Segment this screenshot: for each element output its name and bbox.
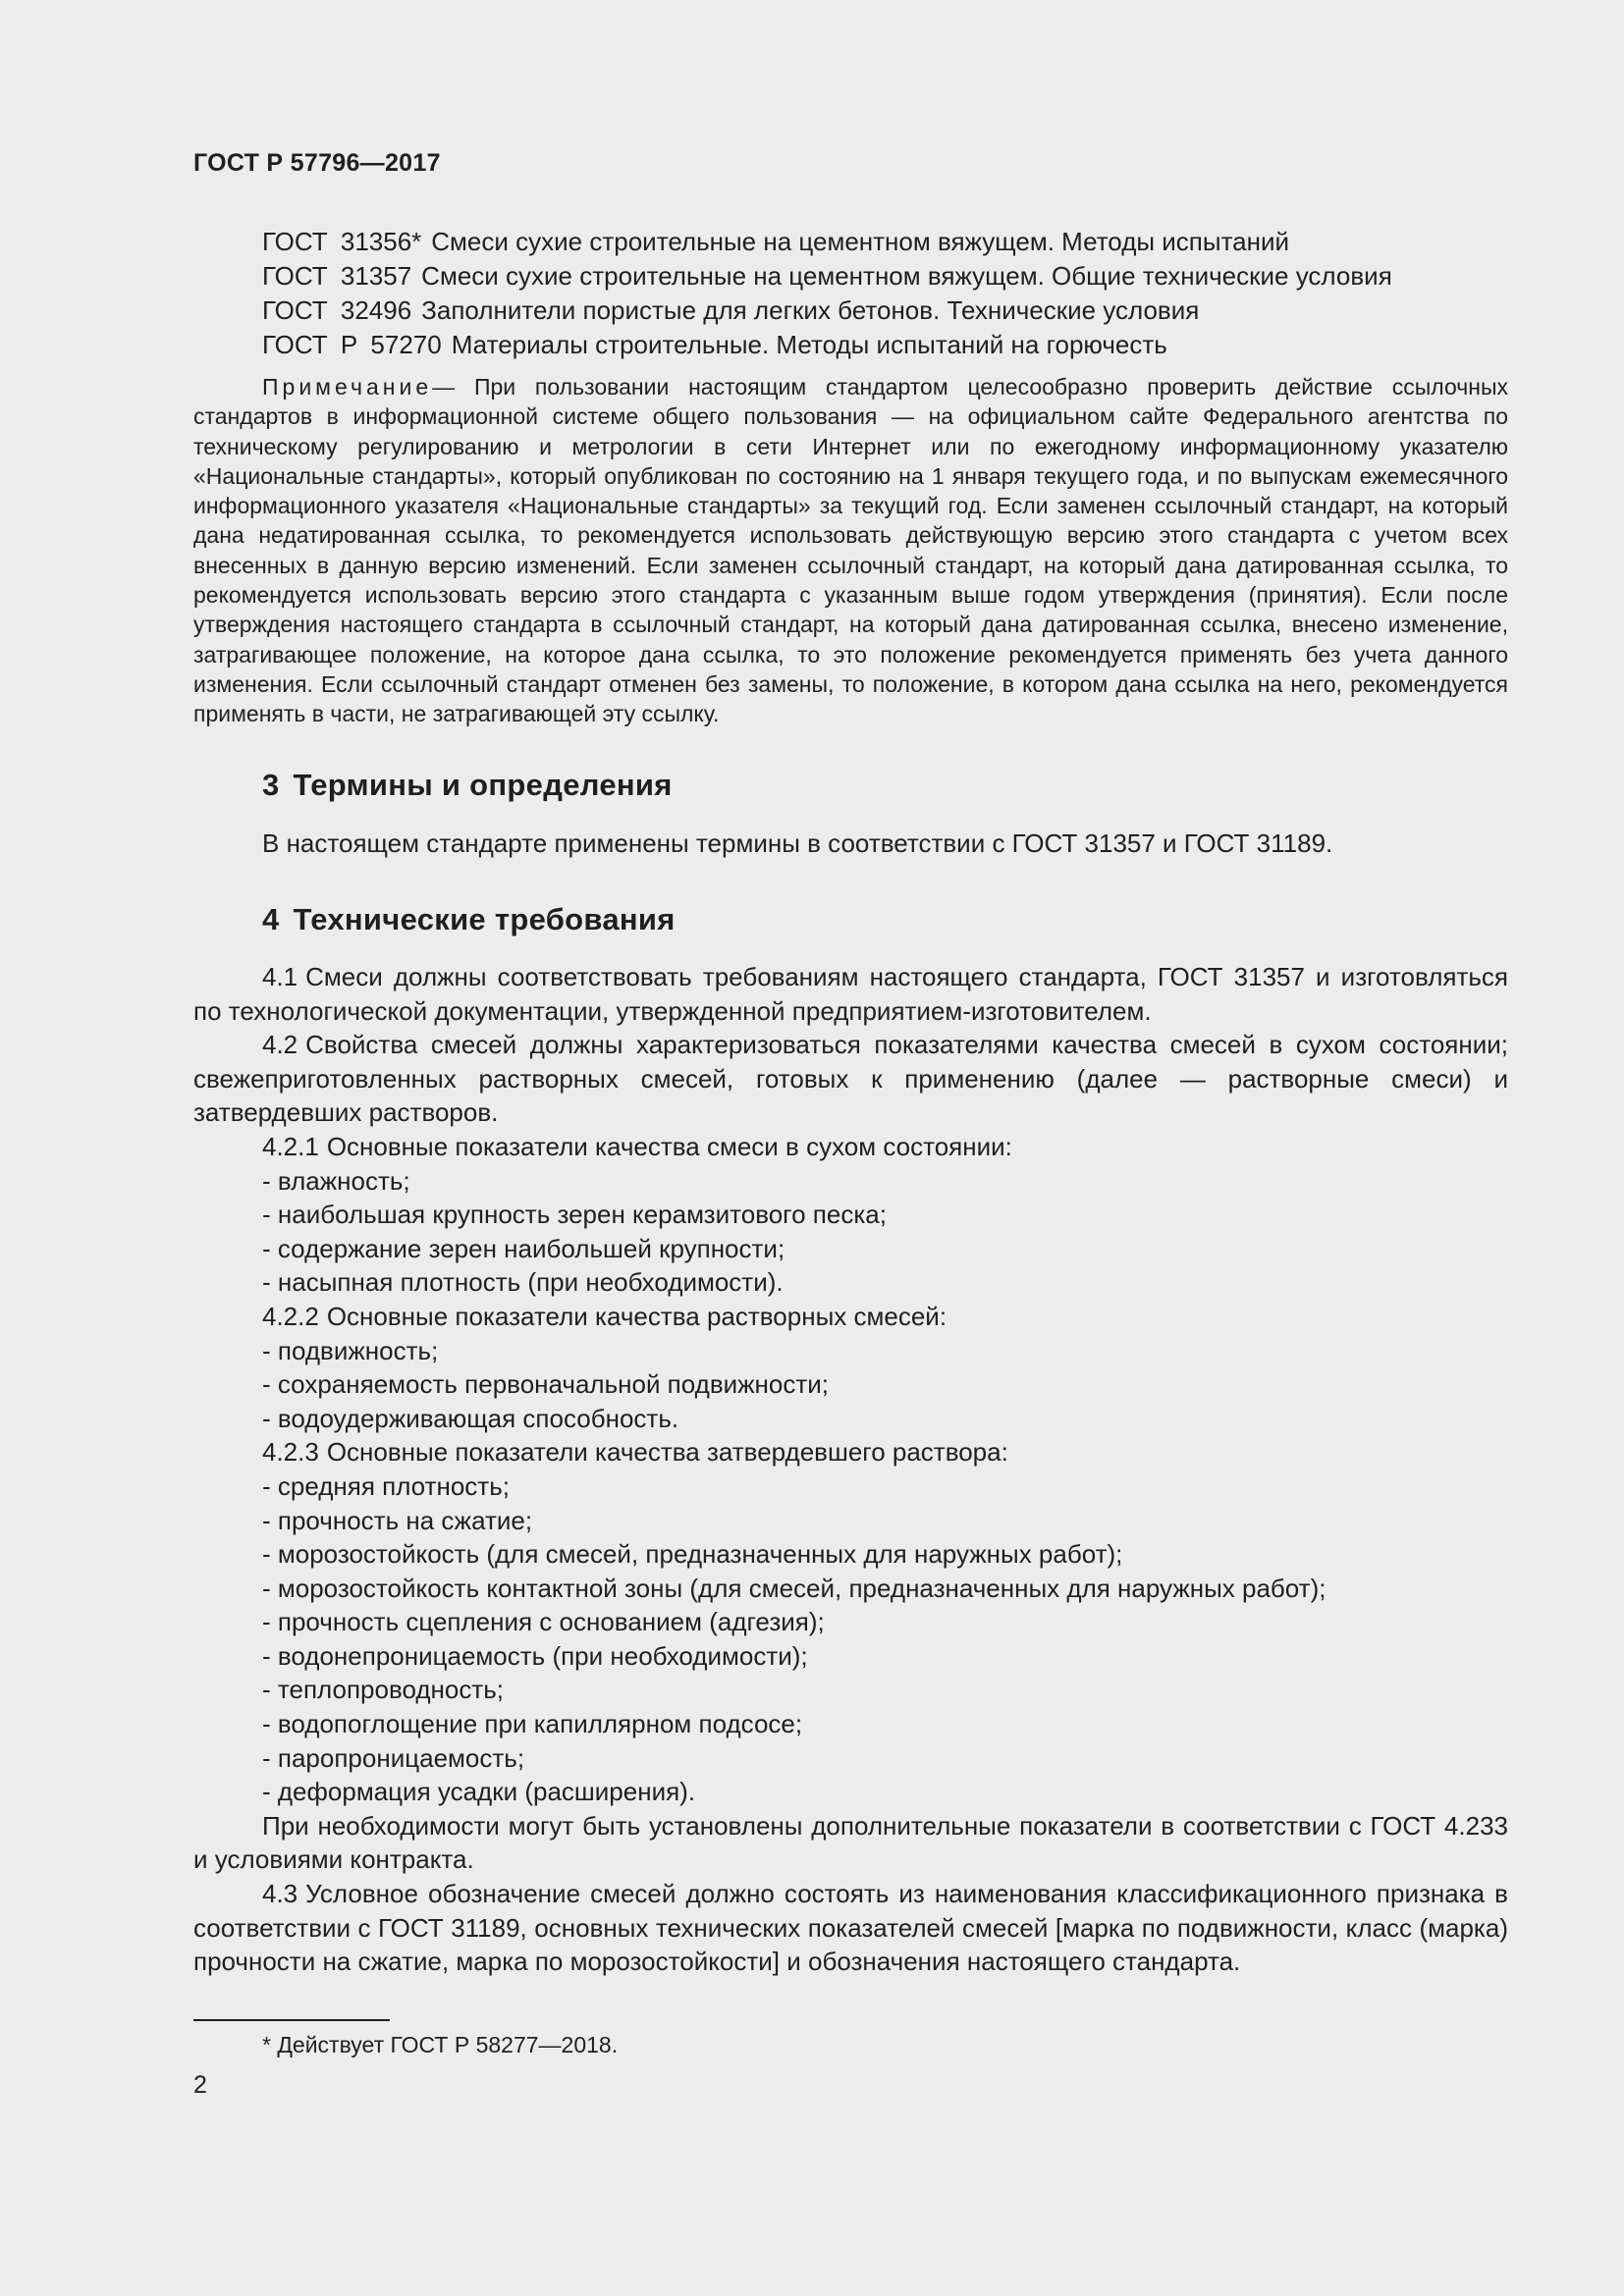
reference-item (262, 225, 1529, 259)
reference-item (262, 259, 1529, 294)
clause-number: 4.2.1 (262, 1131, 319, 1161)
list-item: - теплопроводность; (262, 1675, 505, 1705)
page-number: 2 (193, 2071, 207, 2099)
clause-4-2 (193, 1028, 1508, 1130)
list-item: - паропроницаемость; (262, 1742, 525, 1773)
note-text: — При пользовании настоящим стандартом целесообразно проверить действие ссылочных стандартов в информационной системе общего пользования — на официальном сайте Федерального агентства по техническому регулированию и метрологии в сети Интернет или по ежегодному информационному указателю «Национальные стандарты», который опубликован по состоянию на 1 января текущего года, и по выпускам ежемесячного информационного указателя «Национальные стандарты» за текущий год. Если заменен ссылочный стандарт, на который дана недатированная ссылка, то рекомендуется использовать действующую версию этого стандарта с учетом всех внесенных в данную версию изменений. Если заменен ссылочный стандарт, на который дана датированная ссылка, то рекомендуется использовать версию этого стандарта с указанным выше годом утверждения (принятия). Если после утверждения настоящего стандарта в ссылочный стандарт, на который дана датированная ссылка, внесено изменение, затрагивающее положение, на которое дана ссылка, то это положение рекомендуется применять без учета данного изменения. Если ссылочный стандарт отменен без замены, то положение, в котором дана ссылка на него, рекомендуется применять в части, не затрагивающей эту ссылку. (193, 374, 1508, 727)
clause-text: Свойства смесей должны характеризоваться показателями качества смесей в сухом состоянии; свежеприготовленных растворных смесей, готовых к применению (далее — растворные смеси) и затвердевших растворов. (193, 1030, 1508, 1128)
clause-number: 4.2.2 (262, 1301, 319, 1331)
section-number: 3 (262, 768, 280, 802)
clause-text: Условное обозначение смесей должно состоять из наименования классификационного признака в соответствии с ГОСТ 31189, основных технических показателей смесей [марка по подвижности, класс (марка) прочности на сжатие, марка по морозостойкости] и обозначения настоящего стандарта. (193, 1879, 1508, 1977)
normative-references-list (262, 225, 1529, 362)
section-3-heading (262, 768, 673, 803)
clause-text: Основные показатели качества затвердевшего раствора: (326, 1437, 1008, 1468)
list-item: - деформация усадки (расширения). (262, 1777, 696, 1807)
list-item: - наибольшая крупность зерен керамзитового песка; (262, 1200, 887, 1230)
section-4-heading (262, 902, 676, 937)
clause-4-3 (193, 1877, 1508, 1979)
list-item: - водопоглощение при капиллярном подсосе; (262, 1709, 803, 1739)
reference-item (262, 328, 1529, 362)
list-item: - водоудерживающая способность. (262, 1403, 679, 1433)
clause-text: Основные показатели качества растворных смесей: (326, 1301, 947, 1331)
clause-text: Смеси должны соответствовать требованиям настоящего стандарта, ГОСТ 31357 и изготовляться по технологической документации, утвержденной предприятием-изготовителем. (193, 962, 1508, 1026)
clause-number: 4.1 (262, 962, 298, 991)
footnote-separator (193, 2019, 390, 2021)
additional-indicators-paragraph: При необходимости могут быть установлены дополнительные показатели в соответствии с ГОСТ 4.233 и условиями контракта. (193, 1810, 1508, 1875)
list-item: - прочность на сжатие; (262, 1505, 533, 1535)
section-3-body (193, 827, 1508, 861)
list-item: - средняя плотность; (262, 1470, 510, 1501)
list-item: - морозостойкость контактной зоны (для смесей, предназначенных для наружных работ); (262, 1573, 1326, 1603)
reference-code: ГОСТ Р 57270 (262, 330, 442, 359)
clause-number: 4.3 (262, 1879, 298, 1909)
reference-code: ГОСТ 31357 (262, 261, 412, 291)
footnote: * Действует ГОСТ Р 58277—2018. (262, 2032, 619, 2057)
clause-4-2-3 (193, 1435, 1508, 1469)
list-item: - насыпная плотность (при необходимости). (262, 1267, 784, 1298)
section-3-paragraph: В настоящем стандарте применены термины в соответствии с ГОСТ 31357 и ГОСТ 31189. (262, 828, 1333, 858)
section-number: 4 (262, 902, 280, 936)
list-item: - подвижность; (262, 1335, 439, 1365)
section-4-body (193, 960, 1508, 1979)
list-item: - сохраняемость первоначальной подвижности; (262, 1369, 830, 1400)
list-item: - морозостойкость (для смесей, предназначенных для наружных работ); (262, 1539, 1123, 1570)
reference-title: Заполнители пористые для легких бетонов. Технические условия (421, 295, 1200, 325)
clause-4-2-2 (193, 1300, 1508, 1334)
list-item: - прочность сцепления с основанием (адгезия); (262, 1607, 825, 1637)
section-title: Термины и определения (293, 768, 673, 802)
document-header-code: ГОСТ Р 57796—2017 (193, 149, 441, 177)
reference-code: ГОСТ 31356* (262, 227, 422, 256)
section-title: Технические требования (293, 902, 676, 936)
clause-4-2-1 (193, 1130, 1508, 1164)
list-item: - влажность; (262, 1165, 410, 1196)
reference-title: Смеси сухие строительные на цементном вяжущем. Методы испытаний (431, 227, 1290, 256)
clause-number: 4.2 (262, 1030, 298, 1060)
reference-title: Материалы строительные. Методы испытаний на горючесть (451, 330, 1167, 359)
list-item: - содержание зерен наибольшей крупности; (262, 1233, 785, 1263)
clause-4-1 (193, 960, 1508, 1028)
note-label: Примечание (262, 374, 433, 400)
clause-text: Основные показатели качества смеси в сухом состоянии: (326, 1131, 1012, 1161)
clause-number: 4.2.3 (262, 1437, 319, 1468)
references-note (193, 372, 1508, 729)
reference-title: Смеси сухие строительные на цементном вяжущем. Общие технические условия (421, 261, 1392, 291)
reference-code: ГОСТ 32496 (262, 295, 412, 325)
list-item: - водонепроницаемость (при необходимости); (262, 1640, 808, 1671)
reference-item (262, 294, 1529, 328)
